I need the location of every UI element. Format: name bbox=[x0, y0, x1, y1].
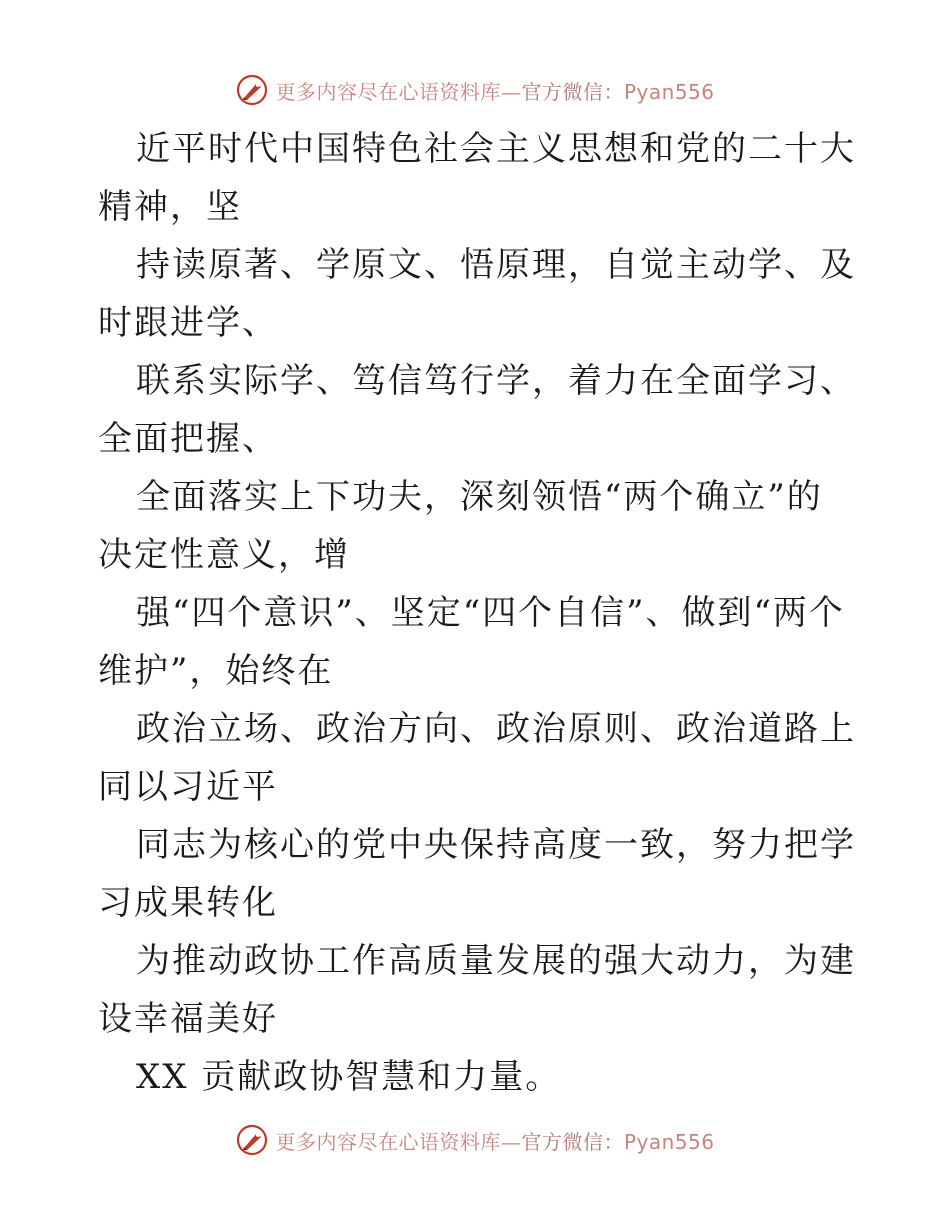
watermark-wechat-id: Pyan556 bbox=[623, 1129, 715, 1154]
watermark-main: 更多内容尽在心语资料库 bbox=[275, 79, 501, 104]
paragraph: 全面落实上下功夫，深刻领悟“两个确立”的决定性意义，增 bbox=[98, 477, 823, 575]
paragraph: 为推动政协工作高质量发展的强大动力，为建设幸福美好 bbox=[98, 941, 856, 1039]
paragraph: 持读原著、学原文、悟原理，自觉主动学、及时跟进学、 bbox=[98, 245, 856, 343]
document-body bbox=[98, 120, 858, 1106]
paragraph: 同志为核心的党中央保持高度一致，努力把学习成果转化 bbox=[98, 825, 856, 923]
watermark-wechat-label: 官方微信： bbox=[521, 1129, 624, 1154]
paragraph: XX 贡献政协智慧和力量。 bbox=[136, 1057, 562, 1097]
header-watermark bbox=[0, 70, 950, 110]
watermark-text bbox=[275, 76, 714, 105]
paragraph: 近平时代中国特色社会主义思想和党的二十大精神，坚 bbox=[98, 129, 856, 227]
pen-logo-icon bbox=[235, 1123, 269, 1157]
paragraph: 强“四个意识”、坚定“四个自信”、做到“两个维护”，始终在 bbox=[98, 593, 845, 691]
watermark-dash: — bbox=[500, 1129, 522, 1154]
paragraph: 政治立场、政治方向、政治原则、政治道路上同以习近平 bbox=[98, 709, 856, 807]
watermark-wechat-label: 官方微信： bbox=[521, 79, 624, 104]
footer-watermark bbox=[0, 1120, 950, 1160]
pen-logo-icon bbox=[235, 73, 269, 107]
watermark-text bbox=[275, 1126, 714, 1155]
watermark-main: 更多内容尽在心语资料库 bbox=[275, 1129, 501, 1154]
watermark-wechat-id: Pyan556 bbox=[623, 79, 715, 104]
paragraph: 联系实际学、笃信笃行学，着力在全面学习、全面把握、 bbox=[98, 361, 856, 459]
watermark-dash: — bbox=[500, 79, 522, 104]
